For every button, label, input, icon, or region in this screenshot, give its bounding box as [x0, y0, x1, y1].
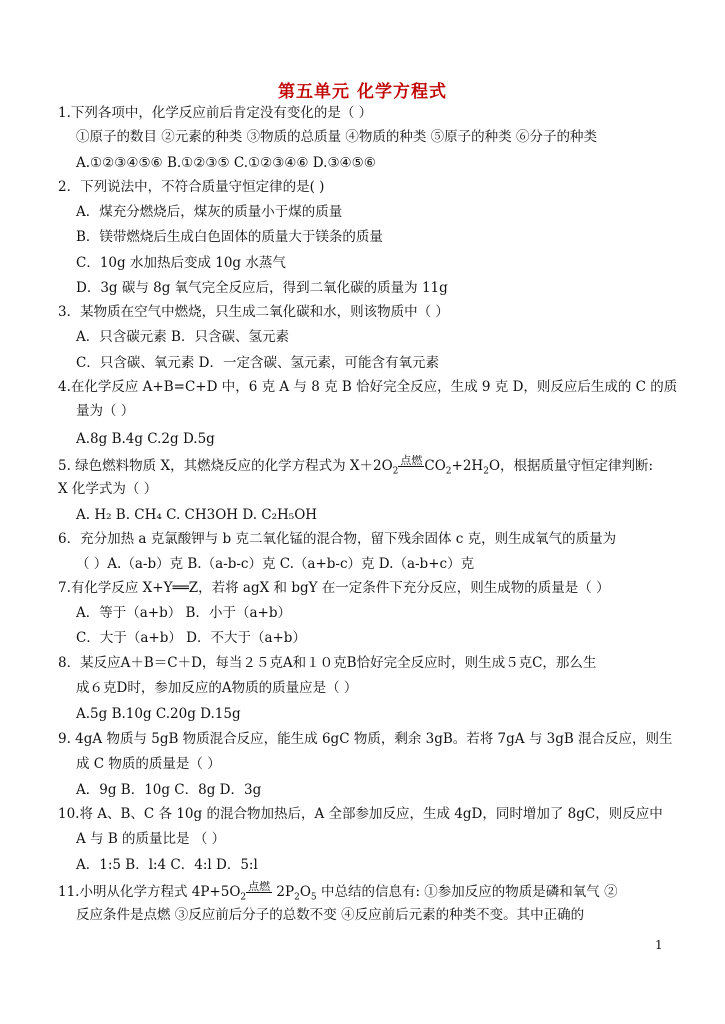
question-11-prefix: 11.小明从化学方程式 4P+5O: [58, 884, 241, 900]
question-4: 4.在化学反应 A+B=C+D 中，6 克 A 与 8 克 B 恰好完全反应，生成 9 克 D，则反应后生成的 C 的质: [58, 379, 678, 395]
question-7: 7.有化学反应 X+Y══Z，若将 agX 和 bgY 在一定条件下充分反应，则生成物的质量是（ ）: [58, 580, 610, 596]
question-4-options: A.8g B.4g C.2g D.5g: [76, 431, 215, 447]
reaction-condition: 点燃: [248, 880, 271, 893]
question-1-items: ①原子的数目 ②元素的种类 ③物质的总质量 ④物质的种类 ⑤原子的种类 ⑥分子的种类: [76, 129, 597, 145]
question-2-option-c: C．10g 水加热后变成 10g 水蒸气: [76, 255, 286, 271]
subscript: 2: [483, 466, 489, 477]
question-11: [58, 881, 618, 907]
question-9-continuation: 成 C 物质的质量是（ ）: [76, 756, 221, 772]
question-5-prefix: 5. 绿色燃料物质 X，其燃烧反应的化学方程式为 X＋2O: [58, 458, 393, 474]
subscript: 2: [392, 466, 399, 477]
reaction-condition: 点燃: [400, 454, 423, 467]
question-5: [58, 455, 653, 481]
question-2: 2．下列说法中，不符合质量守恒定律的是( ): [58, 179, 325, 195]
question-3-options-cd: C．只含碳、氧元素 D．一定含碳、氢元素，可能含有氧元素: [76, 355, 439, 371]
question-9: 9. 4gA 物质与 5gB 物质混合反应，能生成 6gC 物质，剩余 3gB。若将 7gA 与 3gB 混合反应，则生: [58, 731, 673, 747]
question-11-suffix: 中总结的信息有: ①参加反应的物质是磷和氧气 ②: [316, 884, 618, 900]
product: O: [299, 884, 311, 900]
question-6-options: （ ）A.（a-b）克 B.（a-b-c）克 C.（a+b-c）克 D.（a-b+c）克: [76, 556, 475, 572]
question-8-options: A.5g B.10g C.20g D.15g: [76, 706, 241, 722]
question-1: 1.下列各项中，化学反应前后肯定没有变化的是（ ）: [58, 105, 373, 121]
page-number: 1: [655, 938, 663, 952]
page-title: 第五单元 化学方程式: [278, 82, 447, 102]
question-4-continuation: 量为（ ）: [76, 403, 135, 419]
question-5-suffix: O，根据质量守恒定律判断:: [488, 458, 654, 474]
subscript: 2: [445, 466, 452, 477]
question-1-options: A.①②③④⑤⑥ B.①②③⑤ C.①②③④⑥ D.③④⑤⑥: [76, 155, 376, 171]
product: CO: [424, 458, 446, 474]
question-10-options: A．1:5 B．l:4 C．4:l D．5:l: [76, 857, 258, 873]
product: 2P: [272, 884, 295, 900]
question-9-options: A．9g B．10g C．8g D．3g: [76, 782, 262, 798]
question-5-options: A. H₂ B. CH₄ C. CH3OH D. C₂H₅OH: [76, 507, 318, 523]
question-11-continuation: 反应条件是点燃 ③反应前后分子的总数不变 ④反应前后元素的种类不变。其中正确的: [76, 907, 585, 923]
question-7-options-ab: A．等于（a+b） B．小于（a+b）: [76, 605, 291, 621]
subscript: 5: [310, 892, 317, 903]
question-2-option-d: D．3g 碳与 8g 氧气完全反应后，得到二氧化碳的质量为 11g: [76, 280, 448, 296]
question-8-continuation: 成６克D时，参加反应的A物质的质量应是（ ）: [76, 680, 358, 696]
question-3: 3．某物质在空气中燃烧，只生成二氧化碳和水，则该物质中（ ）: [58, 304, 449, 320]
question-7-options-cd: C．大于（a+b） D．不大于（a+b）: [76, 630, 306, 646]
question-10: 10.将 A、B、C 各 10g 的混合物加热后，A 全部参加反应，生成 4gD，同时增加了 8gC，则反应中: [58, 806, 663, 822]
question-10-continuation: A 与 B 的质量比是 （ ）: [76, 831, 226, 847]
subscript: 2: [294, 892, 300, 903]
question-2-option-a: A．煤充分燃烧后，煤灰的质量小于煤的质量: [76, 204, 343, 220]
question-5-continuation: X 化学式为（ ）: [58, 481, 158, 497]
product: +2H: [451, 458, 484, 474]
question-2-option-b: B．镁带燃烧后生成白色固体的质量大于镁条的质量: [76, 229, 383, 245]
question-3-options-ab: A．只含碳元素 B．只含碳、氢元素: [76, 329, 289, 345]
subscript: 2: [240, 892, 247, 903]
question-6: 6．充分加热 a 克氯酸钾与 b 克二氧化锰的混合物，留下残余固体 c 克，则生成氧气的质量为: [58, 531, 617, 547]
question-8: 8．某反应A＋B＝C＋D，每当２５克A和１０克B恰好完全反应时，则生成５克C，那么生: [58, 655, 597, 671]
